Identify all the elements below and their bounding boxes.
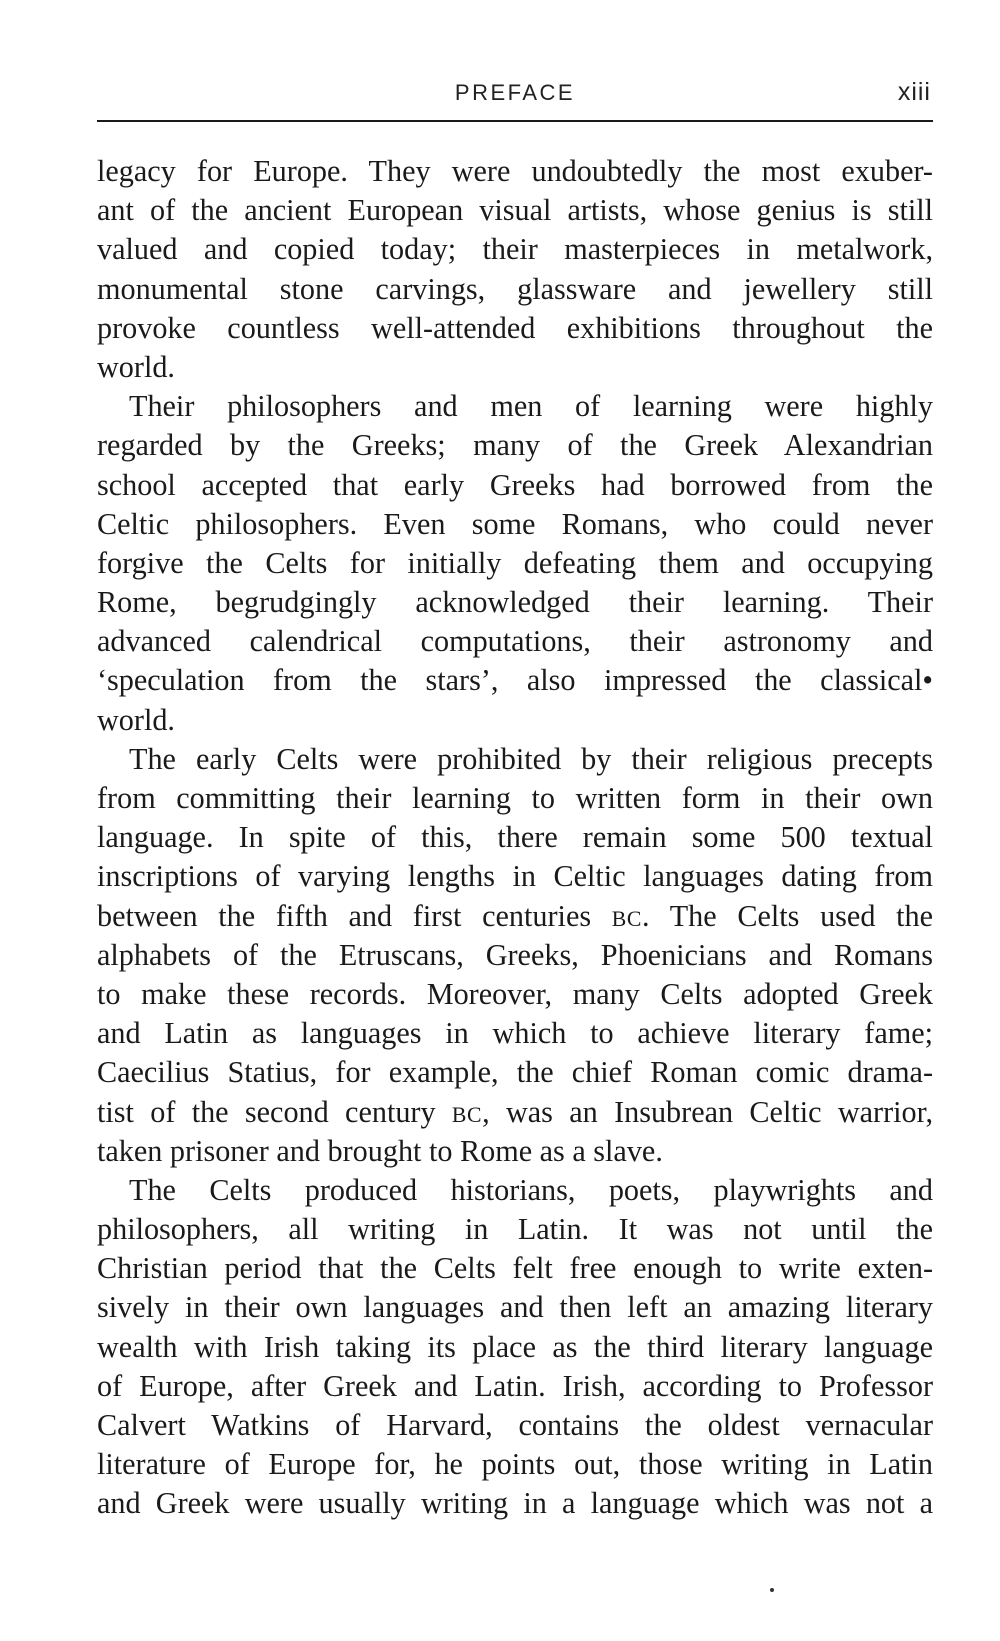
text-line xyxy=(97,1171,933,1210)
text-line xyxy=(97,309,933,348)
text-line-content: language. In spite of this, there remain some 500 textual xyxy=(97,820,933,855)
text-line-content: of Europe, after Greek and Latin. Irish, according to Professor xyxy=(97,1368,933,1403)
text-line xyxy=(97,1249,933,1288)
text-line xyxy=(97,701,933,740)
text-line-content: Rome, begrudgingly acknowledged their learning. Their xyxy=(97,585,933,620)
text-line xyxy=(97,270,933,309)
text-line-content: world. xyxy=(97,702,175,737)
text-line-content: Calvert Watkins of Harvard, contains the oldest vernacular xyxy=(97,1408,933,1442)
small-caps-era: BC xyxy=(611,906,642,931)
text-line xyxy=(97,191,933,230)
text-line xyxy=(97,387,933,426)
text-line-content: provoke countless well-attended exhibitions throughout the xyxy=(97,310,933,345)
text-line-content: ‘speculation from the stars’, also impressed the classical• xyxy=(97,663,933,698)
text-line xyxy=(97,661,933,700)
text-line-content: world. xyxy=(97,349,175,384)
text-line-content: monumental stone carvings, glassware and jewellery still xyxy=(97,271,933,306)
text-line xyxy=(97,622,933,661)
text-line xyxy=(97,1053,933,1092)
text-line-continuation: , was an Insubrean Celtic warrior, xyxy=(482,1094,934,1129)
text-line-content: philosophers, all writing in Latin. It was not until the xyxy=(97,1212,933,1247)
text-line-content: taken prisoner and brought to Rome as a slave. xyxy=(97,1133,663,1168)
body-text xyxy=(97,152,933,1524)
text-line xyxy=(97,1367,933,1406)
text-line-content: alphabets of the Etruscans, Greeks, Phoenicians and Romans xyxy=(97,937,933,972)
text-line-content: to make these records. Moreover, many Celts adopted Greek xyxy=(97,976,933,1011)
text-line xyxy=(97,1328,933,1367)
text-line xyxy=(97,779,933,818)
text-line xyxy=(97,466,933,505)
text-line xyxy=(97,897,933,936)
text-line xyxy=(97,426,933,465)
text-line-continuation: . The Celts used the xyxy=(642,898,933,933)
text-line xyxy=(97,1406,933,1445)
text-line xyxy=(97,583,933,622)
text-line-content: and Latin as languages in which to achieve literary fame; xyxy=(97,1016,933,1051)
text-line-content: literature of Europe for, he points out, those writing in Latin xyxy=(97,1447,933,1482)
text-line xyxy=(97,348,933,387)
page-number: xiii xyxy=(897,78,931,106)
text-line-content: inscriptions of varying lengths in Celtic languages dating from xyxy=(97,859,933,894)
text-line-content: Their philosophers and men of learning were highly xyxy=(129,389,933,424)
text-line-content: Caecilius Statius, for example, the chief Roman comic drama- xyxy=(97,1055,933,1090)
text-line xyxy=(97,1014,933,1053)
text-line-content: and Greek were usually writing in a language which was not a xyxy=(97,1486,933,1521)
text-line xyxy=(97,1210,933,1249)
text-line xyxy=(97,1445,933,1484)
text-line xyxy=(97,936,933,975)
text-line-content: ant of the ancient European visual artists, whose genius is still xyxy=(97,193,933,228)
text-line-content: school accepted that early Greeks had borrowed from the xyxy=(97,467,933,502)
text-line-content: advanced calendrical computations, their astronomy and xyxy=(97,624,933,659)
running-title: PREFACE xyxy=(454,80,576,105)
text-line xyxy=(97,1132,933,1171)
text-line xyxy=(97,1093,933,1132)
text-line-content: regarded by the Greeks; many of the Greek Alexandrian xyxy=(97,428,933,463)
text-line-content: legacy for Europe. They were undoubtedly the most exuber- xyxy=(97,154,933,188)
running-head xyxy=(97,76,933,116)
text-line xyxy=(97,505,933,544)
text-line-content: valued and copied today; their masterpieces in metalwork, xyxy=(97,232,933,267)
text-line xyxy=(97,818,933,857)
text-line-content: wealth with Irish taking its place as the third literary language xyxy=(97,1329,933,1364)
text-line-content: sively in their own languages and then left an amazing literary xyxy=(97,1290,933,1325)
text-line xyxy=(97,857,933,896)
text-line-content: Celtic philosophers. Even some Romans, who could never xyxy=(97,506,933,541)
text-line-content: The early Celts were prohibited by their religious precepts xyxy=(129,741,933,776)
text-line-content: Christian period that the Celts felt free enough to write exten- xyxy=(97,1251,933,1286)
text-line xyxy=(97,230,933,269)
text-line xyxy=(97,544,933,583)
text-line-content: from committing their learning to written form in their own xyxy=(97,781,933,815)
text-line xyxy=(97,740,933,779)
text-line-content: tist of the second century xyxy=(97,1094,436,1129)
text-line xyxy=(97,975,933,1014)
small-caps-era: BC xyxy=(451,1102,483,1127)
print-speck xyxy=(770,1588,774,1592)
text-line-content: forgive the Celts for initially defeating them and occupying xyxy=(97,545,933,580)
text-line xyxy=(97,1484,933,1523)
text-line xyxy=(97,1288,933,1327)
text-line xyxy=(97,152,933,191)
text-line-content: The Celts produced historians, poets, playwrights and xyxy=(129,1172,933,1207)
text-line-content: between the fifth and first centuries xyxy=(97,898,592,933)
header-rule xyxy=(97,120,933,122)
